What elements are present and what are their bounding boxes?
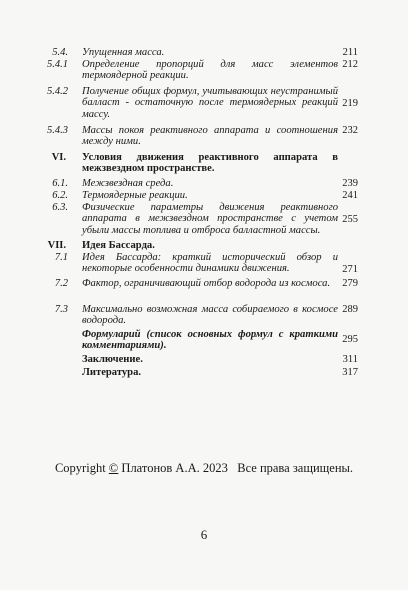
toc-number: VII.: [47, 240, 66, 251]
toc-title: Максимально возможная масса собираемого в космосе водорода.: [82, 304, 338, 327]
toc-number: VI.: [51, 152, 66, 163]
copyright-line: [0, 461, 408, 475]
toc-number: 5.4.2: [47, 86, 68, 97]
toc-title: Определение пропорций для масс элементов термоядерной реакции.: [82, 59, 338, 82]
toc-page: 289: [342, 304, 358, 315]
toc-title: Получение общих формул, учитывающих неустранимый балласт - остаточную после термоядерных реакций массу.: [82, 86, 338, 120]
toc-title: Фактор, ограничивающий отбор водорода из космоса.: [82, 278, 331, 289]
toc-page: 211: [342, 47, 358, 58]
toc-title: Физические параметры движения реактивного аппарата в межзвездном пространстве с учетом убыли массы топлива и отброса балластной массы.: [82, 202, 338, 236]
toc-page: 232: [342, 125, 358, 136]
copyright-symbol: ©: [108, 461, 119, 475]
toc-number: 6.2.: [52, 190, 68, 201]
toc-page: 219: [342, 98, 358, 109]
toc-title: Межзвездная среда.: [82, 178, 174, 189]
toc-number: 6.3.: [52, 202, 68, 213]
toc-title: Термоядерные реакции.: [82, 190, 188, 201]
toc-page: 311: [342, 354, 358, 365]
toc-number: 7.1: [54, 252, 68, 263]
toc-page: 271: [342, 264, 358, 275]
toc-page: 212: [342, 59, 358, 70]
toc-page: 295: [342, 334, 358, 345]
toc-number: 5.4.: [52, 47, 68, 58]
toc-number: 5.4.3: [47, 125, 68, 136]
toc-title: Идея Бассарда.: [82, 240, 155, 251]
toc-page: 239: [342, 178, 358, 189]
toc-page: 255: [342, 214, 358, 225]
toc-number: 6.1.: [52, 178, 68, 189]
toc-title: Формуларий (список основных формул с краткими комментариями).: [82, 329, 338, 352]
toc-title: Условия движения реактивного аппарата в межзвездном пространстве.: [82, 152, 338, 175]
toc-number: 5.4.1: [47, 59, 68, 70]
toc-title: Упущенная масса.: [82, 47, 165, 58]
toc-title: Литература.: [82, 367, 142, 378]
toc-title: Массы покоя реактивного аппарата и соотношения между ними.: [82, 125, 338, 148]
toc-title: Заключение.: [82, 354, 143, 365]
page-number: 6: [200, 527, 208, 542]
toc-title: Идея Бассарда: краткий исторический обзор и некоторые особенности динамики движения.: [82, 252, 338, 275]
toc-number: 7.2: [54, 278, 68, 289]
copyright-text: Платонов А.А. 2023 Все права защищены.: [121, 461, 354, 475]
toc-page: 241: [342, 190, 358, 201]
toc-number: 7.3: [54, 304, 68, 315]
toc-page: 317: [342, 367, 358, 378]
copyright-prefix: Copyright: [54, 461, 106, 475]
toc-page: 279: [342, 278, 358, 289]
